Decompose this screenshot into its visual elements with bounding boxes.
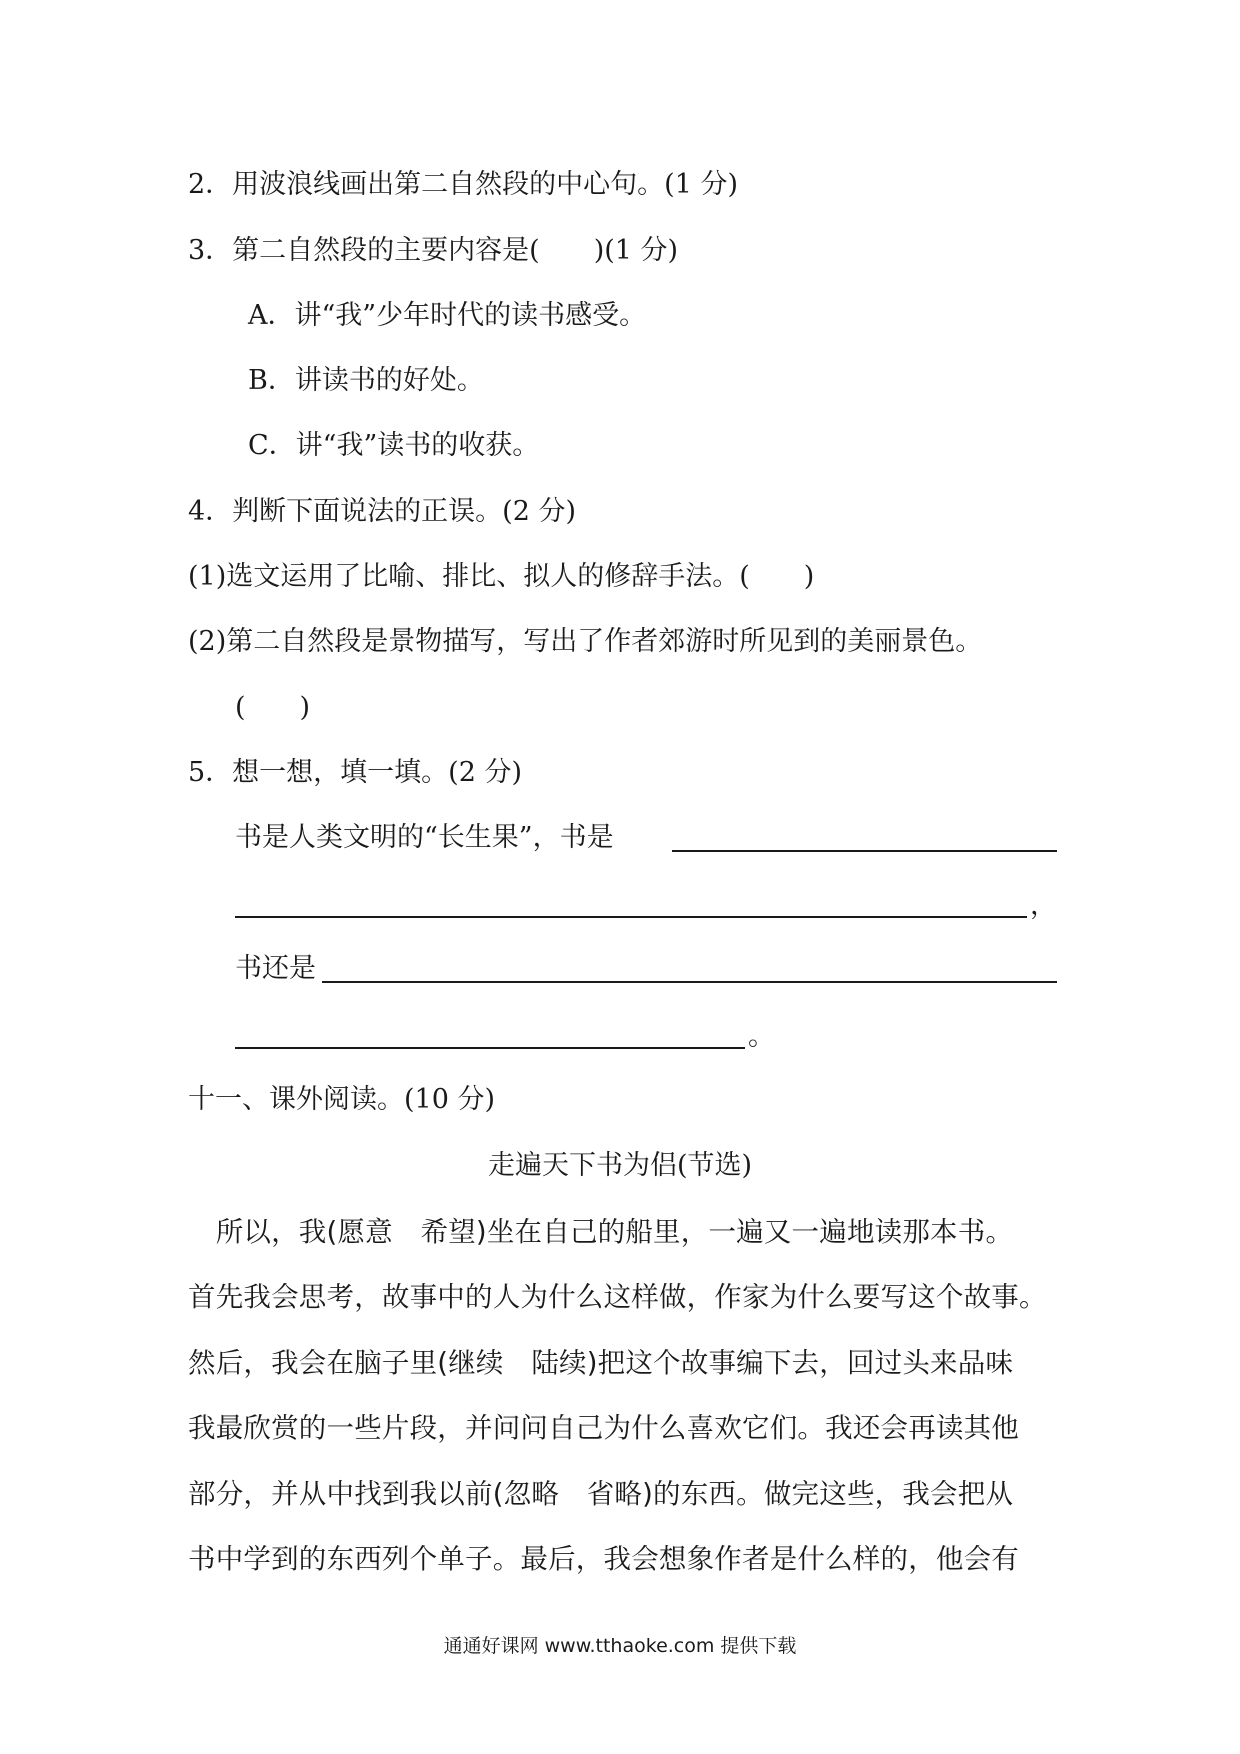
option-b: B．讲读书的好处。 (248, 365, 484, 396)
question-4: 4．判断下面说法的正误。(2 分) (188, 496, 577, 527)
passage-line: 部分，并从中找到我以前(忽略 省略)的东西。做完这些，我会把从 (188, 1478, 1014, 1510)
fill-line-2-comma: ， (1030, 890, 1057, 921)
footer-text: 通通好课网 www.tthaoke.com 提供下载 (443, 1635, 797, 1657)
judgement-item-1: (1)选文运用了比喻、排比、拟人的修辞手法。( ) (188, 561, 815, 592)
option-a: A．讲“我”少年时代的读书感受。 (248, 300, 647, 331)
question-5: 5．想一想，填一填。(2 分) (188, 757, 523, 788)
section-heading: 十一、课外阅读。(10 分) (188, 1084, 496, 1115)
passage-line: 所以，我(愿意 希望)坐在自己的船里，一遍又一遍地读那本书。 (188, 1216, 1014, 1248)
fill-blank-2[interactable] (235, 916, 1027, 918)
fill-blank-4[interactable] (235, 1047, 745, 1049)
fill-line-1-label: 书是人类文明的“长生果”，书是 (235, 822, 614, 853)
option-c: C．讲“我”读书的收获。 (248, 430, 540, 461)
fill-blank-1[interactable] (672, 850, 1057, 852)
judgement-item-2-answer: ( ) (235, 692, 311, 723)
passage-line: 书中学到的东西列个单子。最后，我会想象作者是什么样的，他会有 (188, 1543, 1019, 1575)
question-2: 2．用波浪线画出第二自然段的中心句。(1 分) (188, 169, 739, 200)
judgement-item-2: (2)第二自然段是景物描写，写出了作者郊游时所见到的美丽景色。 (188, 626, 983, 657)
question-3: 3．第二自然段的主要内容是( )(1 分) (188, 235, 679, 266)
passage-line: 然后，我会在脑子里(继续 陆续)把这个故事编下去，回过头来品味 (188, 1347, 1014, 1379)
fill-blank-3[interactable] (322, 981, 1057, 983)
passage-line: 首先我会思考，故事中的人为什么这样做，作家为什么要写这个故事。 (188, 1281, 1047, 1313)
passage-title: 走遍天下书为侣(节选) (487, 1150, 753, 1181)
fill-line-4-period: 。 (748, 1021, 775, 1052)
passage-line: 我最欣赏的一些片段，并问问自己为什么喜欢它们。我还会再读其他 (188, 1412, 1019, 1444)
fill-line-3-label: 书还是 (235, 953, 316, 984)
